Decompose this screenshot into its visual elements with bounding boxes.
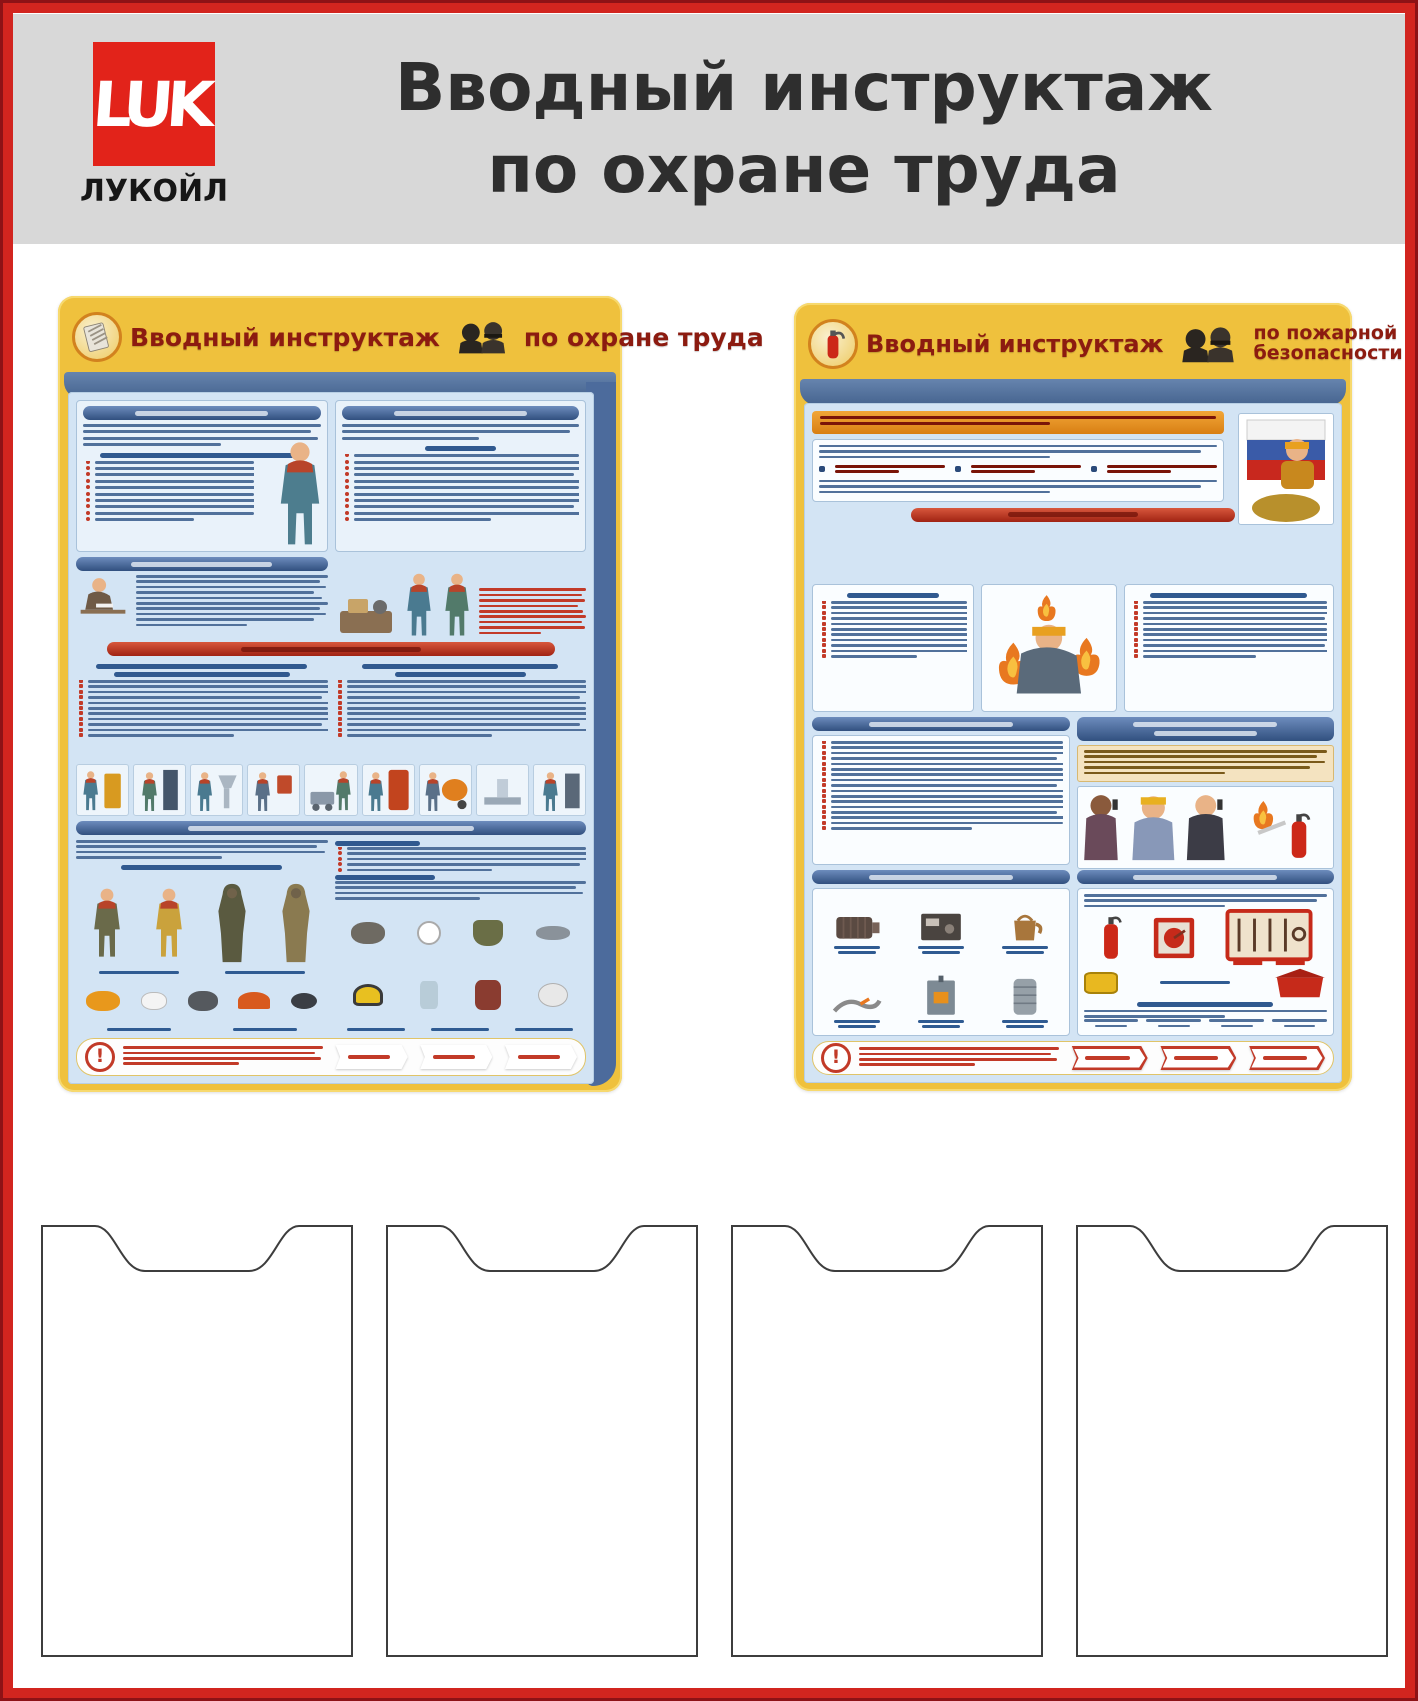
grinding-machine-illustration <box>335 593 397 637</box>
chemical-suit-figure <box>279 877 313 969</box>
apron-suit-figure <box>153 877 185 969</box>
sand-box-illustration <box>1273 967 1327 999</box>
stove-illustration <box>921 974 961 1018</box>
highlight-note-box <box>1077 745 1335 782</box>
book-icon <box>79 319 115 355</box>
label-placeholder <box>225 971 305 974</box>
note-placeholder <box>1084 750 1328 777</box>
label-placeholder <box>431 1028 489 1031</box>
extinguishing-means-box <box>1077 888 1335 1036</box>
fire-hose-cabinet-illustration <box>1152 916 1196 960</box>
empty-pocket <box>386 1225 698 1657</box>
empty-pocket <box>731 1225 1043 1657</box>
label-placeholder <box>1146 1019 1201 1030</box>
section-harmful-factors <box>335 661 587 759</box>
paragraph-placeholder <box>136 575 328 629</box>
empty-pocket <box>41 1225 353 1657</box>
bullet-list-placeholder <box>342 454 580 524</box>
subheading-placeholder <box>425 446 496 451</box>
intro-row <box>76 400 586 552</box>
numbered-list-placeholder <box>76 680 328 739</box>
labor-poster-subtitle: по охране труда <box>523 322 764 352</box>
fire-pump-illustration <box>1084 972 1118 994</box>
list-heading-placeholder <box>395 672 526 677</box>
section-admission-procedure <box>76 557 328 637</box>
labor-safety-poster <box>58 296 764 1092</box>
workplace-scene-tile <box>304 764 357 816</box>
bullet-list-placeholder <box>83 461 254 525</box>
label-placeholder <box>834 1020 880 1023</box>
document-pockets <box>41 1225 1388 1657</box>
bullet-marker <box>955 466 961 472</box>
list-heading-placeholder <box>362 664 558 669</box>
list-heading-placeholder <box>847 593 939 598</box>
ppe-section-header <box>76 821 586 835</box>
section-header-bar <box>812 870 1070 884</box>
fire-poster-subtitle-line1: по пожарной <box>1253 322 1398 345</box>
worker-silhouette-icon <box>456 316 508 358</box>
helmet-item <box>238 992 270 1009</box>
firefighter-flag-illustration <box>1238 413 1334 525</box>
secondary-hazards-list <box>1124 584 1334 712</box>
section-fire-causes <box>812 870 1070 1036</box>
paragraph-placeholder <box>335 881 587 903</box>
labor-poster-footer <box>76 1038 586 1076</box>
item-placeholder <box>971 465 1081 476</box>
subheading-placeholder <box>1137 1002 1273 1007</box>
label-placeholder <box>1272 1019 1327 1030</box>
label-placeholder <box>918 946 964 949</box>
person-writing-illustration <box>76 575 130 623</box>
workplace-scene-tile <box>76 764 129 816</box>
section-header-bar <box>1077 870 1335 884</box>
boiler-illustration <box>1008 974 1042 1018</box>
lukoil-brand-caption: ЛУКОЙЛ <box>79 174 229 209</box>
label-placeholder <box>1006 1025 1044 1028</box>
workplace-scenes-row <box>76 764 586 816</box>
item-labels <box>335 1026 587 1033</box>
ppe-duties-column <box>335 840 587 1033</box>
worker-illustration <box>403 573 435 637</box>
label-placeholder <box>918 1020 964 1023</box>
paragraph-placeholder <box>819 480 1217 496</box>
banner-text-placeholder <box>820 416 1216 429</box>
face-shield-item <box>538 983 568 1007</box>
section-header-bar <box>812 717 1070 731</box>
fire-definition-banner <box>812 411 1224 434</box>
cause-cell <box>903 910 979 956</box>
exclamation-icon <box>821 1043 851 1073</box>
workplace-scene-tile <box>133 764 186 816</box>
label-placeholder <box>107 1028 171 1031</box>
labor-poster-header <box>64 302 764 372</box>
label-placeholder <box>515 1028 573 1031</box>
item-placeholder <box>1107 465 1217 476</box>
section-header-bar <box>342 406 580 420</box>
safety-harness-item <box>475 980 501 1010</box>
section-evacuation-rules <box>1077 717 1335 865</box>
hazard-factors-list <box>812 584 974 712</box>
figure-labels <box>76 969 328 976</box>
bullet-marker <box>1091 466 1097 472</box>
fire-hazards-banner <box>911 508 1235 522</box>
section-instruction-purpose <box>76 400 328 552</box>
ppe-suits-column <box>76 840 328 1033</box>
penalty-step-badge <box>500 1045 577 1069</box>
section-actions-on-fire <box>812 717 1070 865</box>
stand-header <box>13 14 1405 244</box>
fire-causes-grid <box>812 888 1070 1036</box>
document-icon <box>72 312 122 362</box>
hazmat-suit-figure <box>215 877 249 969</box>
penalty-step-badge <box>1156 1046 1237 1070</box>
paragraph-placeholder <box>342 424 580 443</box>
numbered-list-placeholder <box>335 680 587 739</box>
label-placeholder <box>1002 1020 1048 1023</box>
label-placeholder <box>1006 951 1044 954</box>
fire-shield-illustration <box>1225 909 1313 967</box>
shampoo-bottle-item <box>420 981 438 1009</box>
fire-poster-title: Вводный инструктаж <box>866 330 1164 358</box>
stand-title-line2: по охране труда <box>487 131 1121 208</box>
workplace-scene-tile <box>247 764 300 816</box>
kettle-illustration <box>1004 908 1046 944</box>
ppe-row <box>76 840 586 1033</box>
label-placeholder <box>1084 1019 1139 1030</box>
label-placeholder <box>1002 946 1048 949</box>
fire-scene-illustration <box>981 584 1117 712</box>
admission-row <box>76 557 586 637</box>
fire-extinguisher-illustration <box>1098 912 1124 964</box>
list-heading-placeholder <box>1150 593 1307 598</box>
emergency-call-illustration <box>1077 786 1335 869</box>
instruction-types-box <box>812 439 1224 502</box>
hazard-lists-row <box>76 661 586 759</box>
ppe-equipment-row <box>335 964 587 1026</box>
fire-poster-page <box>804 403 1342 1083</box>
fire-equipment-items <box>1084 909 1328 967</box>
warning-note-placeholder <box>479 588 587 637</box>
label-placeholder <box>922 951 960 954</box>
item-placeholder <box>835 465 945 476</box>
dust-mask-item <box>417 921 441 945</box>
stand-title-line1: Вводный инструктаж <box>395 49 1213 126</box>
labor-poster-title: Вводный инструктаж <box>130 322 440 352</box>
bullet-list-placeholder <box>335 847 587 874</box>
paragraph-placeholder <box>1084 1010 1328 1020</box>
paragraph-placeholder <box>819 445 1217 461</box>
subheading-placeholder <box>121 865 282 870</box>
instruction-type-items <box>819 465 1217 476</box>
label-placeholder <box>1209 1019 1264 1030</box>
cause-cell <box>819 992 895 1030</box>
label-placeholder <box>347 1028 405 1031</box>
cause-cell <box>987 908 1063 956</box>
fire-actions-row <box>812 717 1334 865</box>
workplace-scene-tile <box>476 764 529 816</box>
worker-illustration <box>441 573 473 637</box>
rubber-boots-item <box>473 920 503 946</box>
workplace-demo-scene <box>335 557 587 637</box>
fire-extinguisher-icon <box>808 319 858 369</box>
stand-title <box>248 14 1360 244</box>
extinguisher-glyph <box>815 326 851 362</box>
hazard-factors-banner <box>107 642 556 656</box>
firefighters-silhouette-icon <box>1179 324 1237 364</box>
fire-equipment-row <box>812 870 1334 1036</box>
subheading-placeholder <box>100 453 304 458</box>
label-placeholder <box>233 1028 297 1031</box>
electric-panel-illustration <box>917 910 965 944</box>
fire-poster-footer <box>812 1041 1334 1075</box>
fire-safety-poster <box>794 303 1403 1091</box>
section-header-bar <box>1077 717 1335 741</box>
bullet-marker <box>819 466 825 472</box>
fire-equipment-items <box>1084 967 1328 999</box>
workplace-scene-tile <box>362 764 415 816</box>
workplace-scene-tile <box>190 764 243 816</box>
numbered-list-placeholder <box>1131 601 1327 660</box>
workplace-scene-tile <box>533 764 586 816</box>
exclamation-icon <box>85 1042 115 1072</box>
paragraph-placeholder <box>76 840 328 862</box>
ppe-equipment-row <box>335 903 587 965</box>
ppe-small-items <box>76 976 328 1026</box>
actions-list-box <box>812 735 1070 865</box>
extinguisher-class-labels <box>1084 1019 1328 1030</box>
fire-poster-subtitle-line2: безопасности <box>1253 342 1403 364</box>
label-placeholder <box>1160 981 1230 984</box>
bold-heading-placeholder <box>335 875 436 880</box>
cause-cell <box>987 974 1063 1030</box>
paragraph-placeholder <box>1084 894 1328 909</box>
violation-warning-placeholder <box>123 1046 323 1068</box>
cloth-gloves-item <box>141 992 167 1010</box>
safety-goggles-item <box>536 926 570 940</box>
section-physical-hazards <box>76 661 328 759</box>
section-worker-rights <box>335 400 587 552</box>
list-heading-placeholder <box>96 664 307 669</box>
empty-pocket <box>1076 1225 1388 1657</box>
fire-poster-subtitle <box>1253 324 1402 364</box>
penalty-step-badge <box>1244 1046 1325 1070</box>
label-placeholder <box>922 1025 960 1028</box>
numbered-list-placeholder <box>819 741 1063 833</box>
list-heading-placeholder <box>114 672 290 677</box>
penalty-step-badge <box>1067 1046 1148 1070</box>
ear-muffs-item <box>353 984 383 1006</box>
damaged-cable-illustration <box>831 992 883 1018</box>
section-extinguishing-means <box>1077 870 1335 1036</box>
cause-cell <box>903 974 979 1030</box>
ring-guard-item <box>291 993 317 1009</box>
label-placeholder <box>99 971 179 974</box>
label-placeholder <box>838 1025 876 1028</box>
gloves-item <box>86 991 120 1011</box>
electric-motor-illustration <box>832 908 882 944</box>
respirator-item <box>351 922 385 944</box>
ppe-figures <box>76 873 328 969</box>
lukoil-logo <box>90 42 215 166</box>
lukoil-logo-mark: LUK <box>90 67 210 141</box>
fire-hazards-row <box>812 584 1334 712</box>
label-placeholder <box>834 946 880 949</box>
rubber-gloves-item <box>188 991 218 1011</box>
cause-cell <box>819 908 895 956</box>
penalty-step-badge <box>416 1045 493 1069</box>
penalty-step-badge <box>331 1045 408 1069</box>
violation-warning-placeholder <box>859 1047 1059 1069</box>
bold-heading-placeholder <box>335 841 421 846</box>
fire-poster-header <box>800 309 1403 379</box>
instructor-illustration <box>276 440 324 548</box>
label-placeholder <box>838 951 876 954</box>
section-header-bar <box>83 406 321 420</box>
poster-divider-band <box>800 379 1346 405</box>
numbered-list-placeholder <box>819 601 967 660</box>
protective-suit-figure <box>91 877 123 969</box>
item-labels <box>76 1026 328 1033</box>
workplace-scene-tile <box>419 764 472 816</box>
labor-poster-page <box>68 392 594 1084</box>
fire-intro-row <box>812 411 1334 579</box>
section-header-bar <box>76 557 328 571</box>
